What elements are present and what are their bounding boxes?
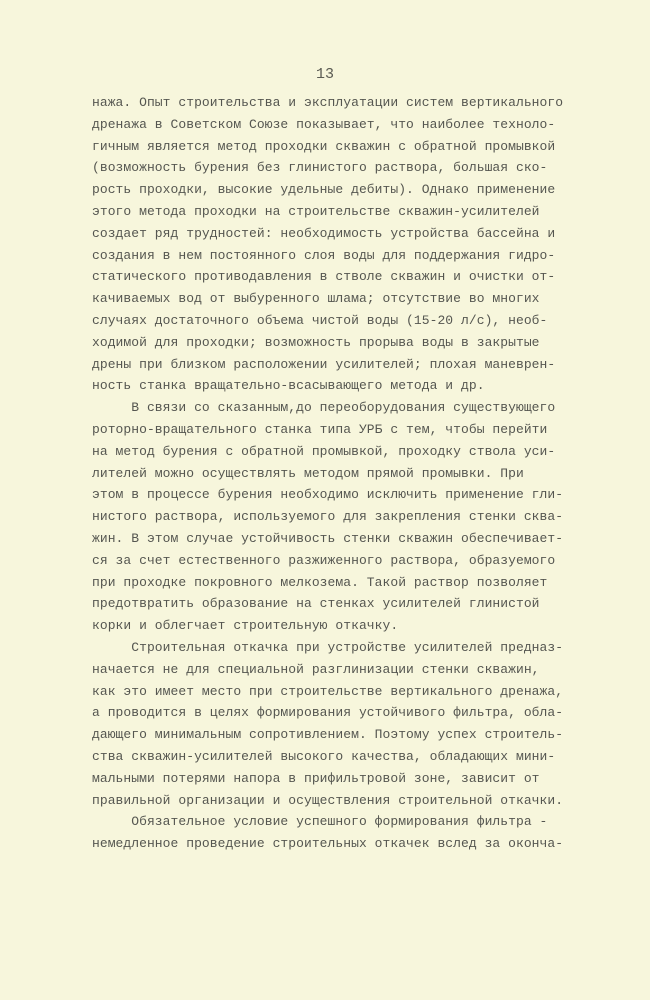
- text-line: этом в процессе бурения необходимо исключить применение гли-: [92, 487, 564, 503]
- text-line: создает ряд трудностей: необходимость устройства бассейна и: [92, 225, 556, 241]
- text-line: роторно-вращательного станка типа УРБ с тем, чтобы перейти: [92, 421, 548, 437]
- text-line: Строительная откачка при устройстве усилителей предназ-: [92, 639, 564, 655]
- text-line: ходимой для проходки; возможность прорыва воды в закрытые: [92, 334, 540, 350]
- text-line: нистого раствора, используемого для закрепления стенки сква-: [92, 509, 564, 525]
- text-line: Обязательное условие успешного формирования фильтра -: [92, 814, 548, 830]
- text-line: дающего минимальным сопротивлением. Поэтому успех строитель-: [92, 727, 564, 743]
- text-line: начается не для специальной разглинизации стенки скважин,: [92, 661, 540, 677]
- text-line: статического противодавления в стволе скважин и очистки от-: [92, 269, 556, 285]
- text-line: корки и облегчает строительную откачку.: [92, 618, 399, 634]
- text-line: рость проходки, высокие удельные дебиты). Однако применение: [92, 182, 556, 198]
- text-line: ность станка вращательно-всасывающего метода и др.: [92, 378, 485, 394]
- text-line: как это имеет место при строительстве вертикального дренажа,: [92, 683, 564, 699]
- text-line: мальными потерями напора в прифильтровой зоне, зависит от: [92, 770, 540, 786]
- text-line: гичным является метод проходки скважин с обратной промывкой: [92, 138, 556, 154]
- text-line: правильной организации и осуществления строительной откачки.: [92, 792, 564, 808]
- text-line: создания в нем постоянного слоя воды для поддержания гидро-: [92, 247, 556, 263]
- document-body: [92, 92, 592, 855]
- text-line: при проходке покровного мелкозема. Такой раствор позволяет: [92, 574, 548, 590]
- page-number: 13: [315, 66, 334, 83]
- text-line: немедленное проведение строительных откачек вслед за оконча-: [92, 836, 564, 852]
- text-line: жин. В этом случае устойчивость стенки скважин обеспечивает-: [92, 530, 564, 546]
- text-line: лителей можно осуществлять методом прямой промывки. При: [92, 465, 524, 481]
- text-line: случаях достаточного объема чистой воды (15-20 л/с), необ-: [92, 312, 548, 328]
- text-line: этого метода проходки на строительстве скважин-усилителей: [92, 203, 540, 219]
- text-line: ся за счет естественного разжиженного раствора, образуемого: [92, 552, 556, 568]
- text-line: В связи со сказанным,до переоборудования существующего: [92, 400, 556, 416]
- text-line: дрены при близком расположении усилителей; плохая маневрен-: [92, 356, 556, 372]
- text-line: дренажа в Советском Союзе показывает, что наиболее техноло-: [92, 116, 556, 132]
- text-line: предотвратить образование на стенках усилителей глинистой: [92, 596, 540, 612]
- text-line: (возможность бурения без глинистого раствора, большая ско-: [92, 160, 548, 176]
- text-line: ства скважин-усилителей высокого качества, обладающих мини-: [92, 748, 556, 764]
- text-line: качиваемых вод от выбуренного шлама; отсутствие во многих: [92, 291, 540, 307]
- text-line: а проводится в целях формирования устойчивого фильтра, обла-: [92, 705, 564, 721]
- text-line: нажа. Опыт строительства и эксплуатации систем вертикального: [92, 95, 564, 110]
- text-line: на метод бурения с обратной промывкой, проходку ствола уси-: [92, 443, 556, 459]
